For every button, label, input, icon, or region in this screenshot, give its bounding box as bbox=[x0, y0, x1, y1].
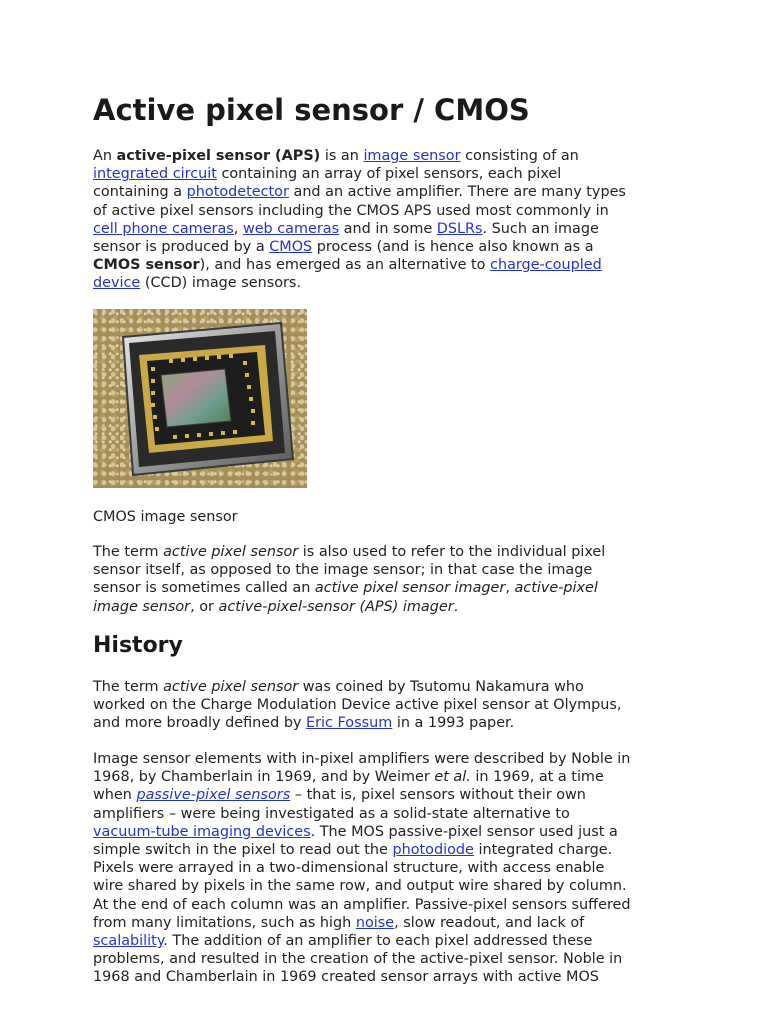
link-dslrs[interactable]: DSLRs bbox=[436, 220, 483, 237]
text-run: and in some bbox=[339, 220, 437, 237]
p4-line-3 bbox=[93, 786, 683, 804]
text-run: consisting of an bbox=[460, 148, 579, 164]
text-run: was coined by Tsutomu Nakamura who bbox=[298, 679, 584, 695]
text-run: . The MOS passive-pixel sensor used just a bbox=[310, 823, 618, 840]
text-run: sensor is produced by a bbox=[93, 239, 270, 256]
text-run: simple switch in the pixel to read out the bbox=[93, 842, 393, 859]
text-run: amplifiers – were being investigated as a solid-state alternative to bbox=[93, 805, 570, 822]
link-integrated-circuit[interactable]: integrated circuit bbox=[93, 166, 217, 183]
link-charge-coupled-device-cont[interactable]: device bbox=[93, 275, 141, 292]
p4-line-7 bbox=[93, 859, 683, 877]
text-run: when bbox=[93, 787, 137, 804]
intro-line-5 bbox=[93, 220, 683, 238]
paragraph-history-intro bbox=[93, 678, 683, 733]
text-run: wire shared by pixels in the same row, and output wire shared by column. bbox=[93, 878, 627, 895]
p2-line-3 bbox=[93, 579, 683, 597]
text-run: 1968 and Chamberlain in 1969 created sensor arrays with active MOS bbox=[93, 969, 599, 986]
p4-line-11 bbox=[93, 932, 683, 950]
p3-line-3 bbox=[93, 714, 683, 732]
text-run: At the end of each column was an amplifier. Passive-pixel sensors suffered bbox=[93, 896, 631, 913]
intro-line-2 bbox=[93, 165, 683, 183]
p4-line-8 bbox=[93, 877, 683, 895]
section-heading-history: History bbox=[93, 633, 183, 658]
text-run: containing a bbox=[93, 184, 187, 201]
text-run: Image sensor elements with in-pixel amplifiers were described by Noble in bbox=[93, 751, 631, 767]
p4-line-6 bbox=[93, 841, 683, 859]
p4-line-9 bbox=[93, 896, 683, 914]
text-run: in a 1993 paper. bbox=[392, 715, 515, 732]
p4-line-4 bbox=[93, 805, 683, 823]
text-run: process (and is hence also known as a bbox=[312, 239, 594, 256]
text-run: worked on the Charge Modulation Device active pixel sensor at Olympus, bbox=[93, 697, 622, 714]
intro-line-7 bbox=[93, 256, 683, 274]
page-title: Active pixel sensor / CMOS bbox=[93, 93, 530, 127]
text-run: The term bbox=[93, 679, 164, 695]
link-charge-coupled-device[interactable]: charge-coupled bbox=[490, 257, 602, 274]
text-run: The term bbox=[93, 544, 164, 560]
text-run: sensor itself, as opposed to the image sensor; in that case the image bbox=[93, 562, 593, 579]
link-noise[interactable]: noise bbox=[355, 914, 395, 931]
text-run: in 1969, at a time bbox=[470, 769, 604, 786]
link-eric-fossum[interactable]: Eric Fossum bbox=[306, 715, 393, 732]
p4-line-2 bbox=[93, 768, 683, 786]
intro-line-8 bbox=[93, 274, 683, 292]
text-run: . bbox=[453, 598, 459, 615]
paragraph-history-detail bbox=[93, 750, 683, 987]
bold-term: CMOS sensor bbox=[93, 257, 200, 274]
cmos-chip-icon bbox=[93, 309, 307, 488]
text-run: , or bbox=[190, 598, 219, 615]
text-run: sensor is sometimes called an bbox=[93, 580, 315, 597]
text-run: integrated charge. bbox=[473, 842, 613, 859]
link-image-sensor[interactable]: image sensor bbox=[363, 148, 461, 164]
text-run: from many limitations, such as high bbox=[93, 914, 356, 931]
italic-term: active pixel sensor bbox=[163, 544, 299, 560]
p2-line-4 bbox=[93, 598, 683, 616]
text-run: of active pixel sensors including the CMOS APS used most commonly in bbox=[93, 202, 609, 219]
text-run: is also used to refer to the individual pixel bbox=[298, 544, 606, 560]
link-cell-phone-cameras[interactable]: cell phone cameras bbox=[93, 220, 234, 237]
italic-term: active pixel sensor bbox=[163, 679, 299, 695]
italic-term: image sensor bbox=[93, 598, 191, 615]
italic-term: active pixel sensor imager bbox=[314, 580, 506, 597]
text-run: An bbox=[93, 148, 117, 164]
p2-line-2 bbox=[93, 561, 683, 579]
p3-line-2 bbox=[93, 696, 683, 714]
p2-line-1 bbox=[93, 543, 683, 561]
link-scalability[interactable]: scalability bbox=[93, 933, 164, 950]
paragraph-active-pixel-term bbox=[93, 543, 683, 616]
bold-term: active-pixel sensor (APS) bbox=[116, 148, 321, 164]
text-run: ), and has emerged as an alternative to bbox=[199, 257, 491, 274]
text-run: , bbox=[505, 580, 515, 597]
link-web-cameras[interactable]: web cameras bbox=[242, 220, 340, 237]
text-run: (CCD) image sensors. bbox=[140, 275, 301, 292]
intro-paragraph bbox=[93, 147, 683, 293]
italic-term: active-pixel-sensor (APS) imager bbox=[218, 598, 454, 615]
text-run: and more broadly defined by bbox=[93, 715, 307, 732]
text-run: . The addition of an amplifier to each pixel addressed these bbox=[163, 933, 593, 950]
text-run: Pixels were arrayed in a two-dimensional structure, with access enable bbox=[93, 860, 605, 877]
figure-caption: CMOS image sensor bbox=[93, 509, 238, 525]
intro-line-1 bbox=[93, 147, 683, 165]
link-photodetector[interactable]: photodetector bbox=[186, 184, 289, 201]
italic-term: et al. bbox=[434, 769, 471, 786]
text-run: . Such an image bbox=[482, 220, 599, 237]
text-run: containing an array of pixel sensors, each pixel bbox=[216, 166, 562, 183]
text-run: is an bbox=[320, 148, 364, 164]
p4-line-5 bbox=[93, 823, 683, 841]
p4-line-13 bbox=[93, 968, 683, 986]
p4-line-10 bbox=[93, 914, 683, 932]
link-passive-pixel-sensors[interactable]: passive-pixel sensors bbox=[136, 787, 291, 804]
intro-line-6 bbox=[93, 238, 683, 256]
p4-line-1 bbox=[93, 750, 683, 768]
intro-line-3 bbox=[93, 183, 683, 201]
link-photodiode[interactable]: photodiode bbox=[392, 842, 474, 859]
text-run: and an active amplifier. There are many types bbox=[288, 184, 626, 201]
link-cmos[interactable]: CMOS bbox=[269, 239, 313, 256]
text-run: , slow readout, and lack of bbox=[394, 914, 585, 931]
italic-term: active-pixel bbox=[514, 580, 598, 597]
intro-line-4 bbox=[93, 202, 683, 220]
link-vacuum-tube-imaging-devices[interactable]: vacuum-tube imaging devices bbox=[93, 823, 311, 840]
p4-line-12 bbox=[93, 950, 683, 968]
cmos-sensor-photo bbox=[93, 309, 307, 488]
text-run: 1968, by Chamberlain in 1969, and by Weimer bbox=[93, 769, 435, 786]
text-run: – that is, pixel sensors without their own bbox=[290, 787, 586, 804]
text-run: , bbox=[233, 220, 243, 237]
p3-line-1 bbox=[93, 678, 683, 696]
text-run: problems, and resulted in the creation of the active-pixel sensor. Noble in bbox=[93, 951, 623, 968]
